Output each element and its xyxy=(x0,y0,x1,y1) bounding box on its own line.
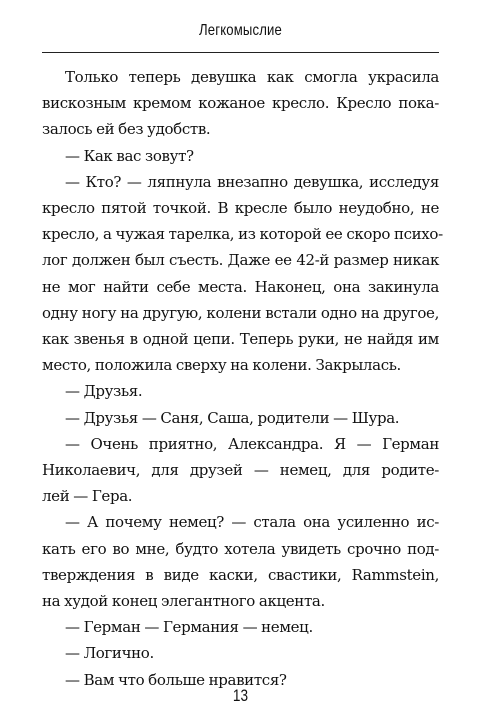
body-text xyxy=(42,64,443,693)
text-line: тверждения в виде каски, свастики, Rammstein, xyxy=(42,565,439,584)
text-line: — Друзья — Саня, Саша, родители — Шура. xyxy=(65,408,400,427)
text-line: кать его во мне, будто хотела увидеть срочно под- xyxy=(42,539,439,558)
text-line: кресло, а чужая тарелка, из которой ее скоро психо- xyxy=(42,225,443,244)
text-line: — А почему немец? — стала она усиленно ис- xyxy=(65,513,439,532)
text-line: на худой конец элегантного акцента. xyxy=(42,592,325,611)
text-line: — Вам что больше нравится? xyxy=(65,670,287,689)
text-line: — Кто? — ляпнула внезапно девушка, исследуя xyxy=(65,172,439,191)
header-rule xyxy=(42,52,439,53)
text-line: место, положила сверху на колени. Закрылась. xyxy=(42,356,401,375)
running-title: Легкомыслие xyxy=(199,22,282,39)
page-number: 13 xyxy=(232,686,249,705)
text-line: — Герман — Германия — немец. xyxy=(65,618,313,637)
text-line: лей — Гера. xyxy=(42,487,133,506)
text-line: не мог найти себе места. Наконец, она закинула xyxy=(42,277,439,296)
text-line: лог должен был съесть. Даже ее 42-й размер никак xyxy=(42,251,439,270)
text-line: — Логично. xyxy=(65,644,154,663)
text-line: — Очень приятно, Александра. Я — Герман xyxy=(65,434,439,453)
text-line: одну ногу на другую, колени встали одно на другое, xyxy=(42,303,439,322)
text-line: — Друзья. xyxy=(65,382,143,401)
text-line: — Как вас зовут? xyxy=(65,146,194,165)
text-line: Только теперь девушка как смогла украсила xyxy=(65,68,439,86)
text-line: Николаевич, для друзей — немец, для родите- xyxy=(42,461,439,480)
text-line: как звенья в одной цепи. Теперь руки, не найдя им xyxy=(42,330,439,349)
text-line: залось ей без удобств. xyxy=(42,120,211,139)
text-line: вискозным кремом кожаное кресло. Кресло пока- xyxy=(42,94,439,113)
text-line: кресло пятой точкой. В кресле было неудобно, не xyxy=(42,199,439,218)
